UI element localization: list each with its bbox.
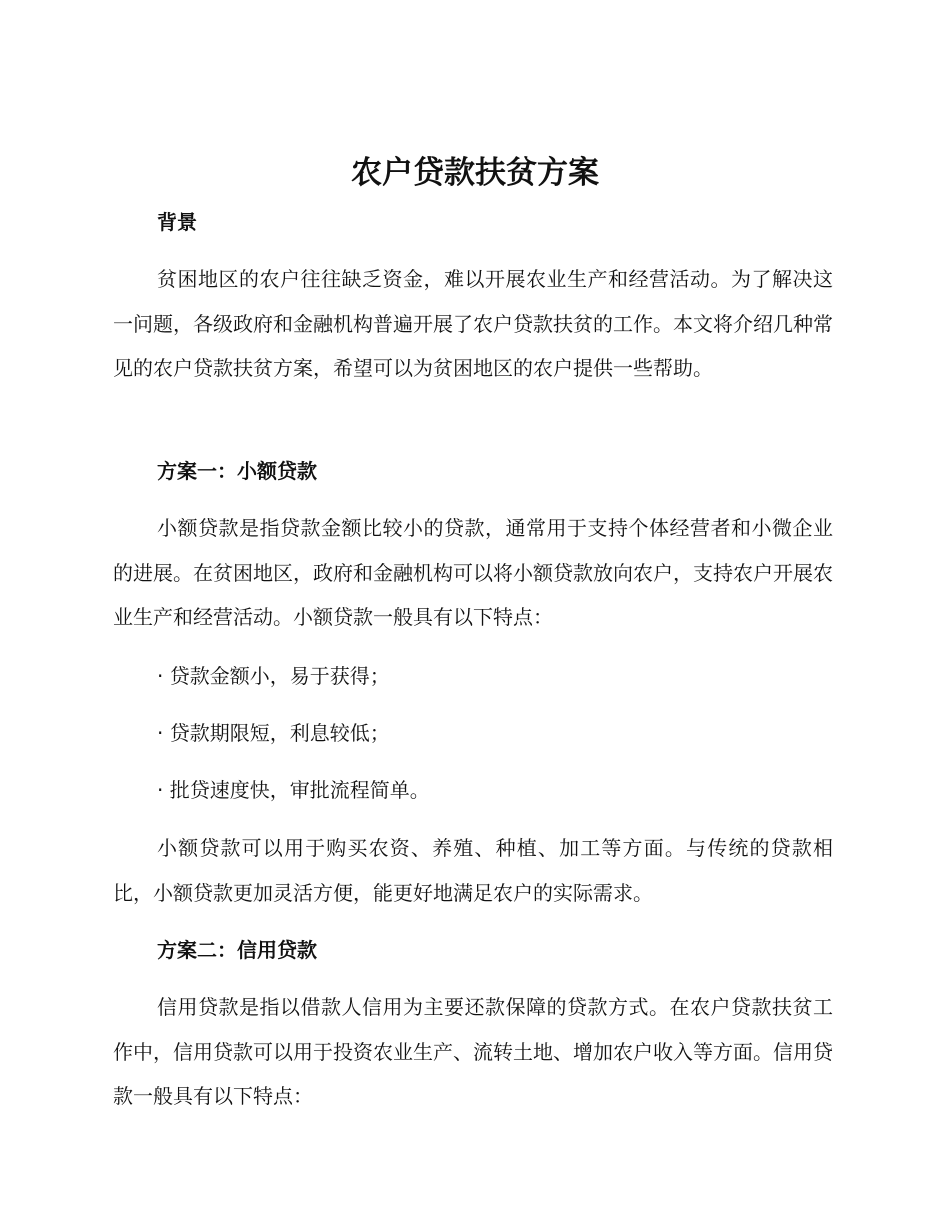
background-paragraph: 贫困地区的农户往往缺乏资金，难以开展农业生产和经营活动。为了解决这一问题，各级政府和金融机构普遍开展了农户贷款扶贫的工作。本文将介绍几种常见的农户贷款扶贫方案，希望可以为贫困地区的农户提供一些帮助。 xyxy=(113,267,833,380)
section-heading-plan1: 方案一：小额贷款 xyxy=(157,459,317,483)
plan1-bullet-2: · 贷款期限短，利息较低； xyxy=(157,721,390,745)
plan1-paragraph-1: 小额贷款是指贷款金额比较小的贷款，通常用于支持个体经营者和小微企业的进展。在贫困地区，政府和金融机构可以将小额贷款放向农户，支持农户开展农业生产和经营活动。小额贷款一般具有以下特点： xyxy=(113,516,833,629)
section-heading-plan2: 方案二：信用贷款 xyxy=(157,938,317,962)
plan1-bullet-3: · 批贷速度快，审批流程简单。 xyxy=(157,778,430,802)
plan2-paragraph-1: 信用贷款是指以借款人信用为主要还款保障的贷款方式。在农户贷款扶贫工作中，信用贷款可以用于投资农业生产、流转土地、增加农户收入等方面。信用贷款一般具有以下特点： xyxy=(113,995,833,1108)
plan1-paragraph-2: 小额贷款可以用于购买农资、养殖、种植、加工等方面。与传统的贷款相比，小额贷款更加灵活方便，能更好地满足农户的实际需求。 xyxy=(113,836,833,905)
plan1-bullet-1: · 贷款金额小，易于获得； xyxy=(157,664,390,688)
section-heading-background: 背景 xyxy=(157,210,197,234)
document-title: 农户贷款扶贫方案 xyxy=(351,155,599,191)
